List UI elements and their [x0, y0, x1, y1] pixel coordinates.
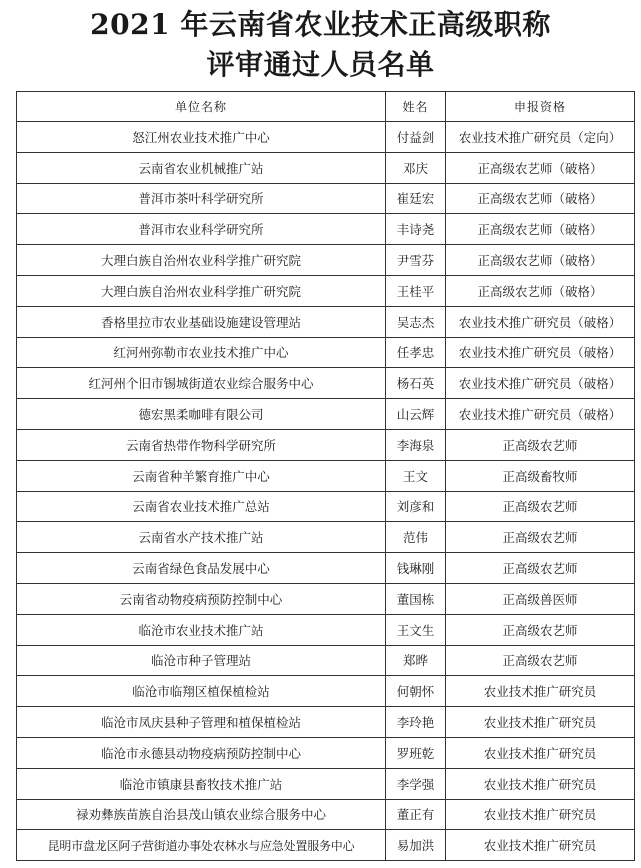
table-row: [17, 522, 635, 553]
cell-unit-name: 云南省绿色食品发展中心: [17, 553, 386, 584]
table-row: [17, 460, 635, 491]
header-person-name: 姓名: [386, 92, 446, 122]
cell-qualification: 正高级农艺师: [446, 553, 635, 584]
cell-qualification: 农业技术推广研究员（破格）: [446, 306, 635, 337]
cell-unit-name: 大理白族自治州农业科学推广研究院: [17, 245, 386, 276]
cell-person-name: 李玲艳: [386, 707, 446, 738]
table-row: [17, 830, 635, 861]
cell-person-name: 任孝忠: [386, 337, 446, 368]
table-row: [17, 306, 635, 337]
cell-qualification: 农业技术推广研究员: [446, 768, 635, 799]
cell-unit-name: 云南省水产技术推广站: [17, 522, 386, 553]
cell-unit-name: 禄劝彝族苗族自治县茂山镇农业综合服务中心: [17, 799, 386, 830]
table-row: [17, 645, 635, 676]
cell-qualification: 农业技术推广研究员: [446, 799, 635, 830]
cell-qualification: 正高级农艺师: [446, 429, 635, 460]
table-row: [17, 152, 635, 183]
cell-qualification: 农业技术推广研究员: [446, 737, 635, 768]
cell-unit-name: 红河州弥勒市农业技术推广中心: [17, 337, 386, 368]
cell-person-name: 尹雪芬: [386, 245, 446, 276]
cell-person-name: 丰诗尧: [386, 214, 446, 245]
cell-unit-name: 怒江州农业技术推广中心: [17, 122, 386, 153]
document-title-line-2: 评审通过人员名单: [206, 48, 435, 81]
table-row: [17, 337, 635, 368]
document-title-line-1: 2021 年云南省农业技术正高级职称: [90, 8, 551, 41]
cell-unit-name: 临沧市永德县动物疫病预防控制中心: [17, 737, 386, 768]
cell-person-name: 吴志杰: [386, 306, 446, 337]
cell-qualification: 农业技术推广研究员: [446, 830, 635, 861]
cell-person-name: 李海泉: [386, 429, 446, 460]
cell-unit-name: 香格里拉市农业基础设施建设管理站: [17, 306, 386, 337]
cell-person-name: 杨石英: [386, 368, 446, 399]
table-row: [17, 768, 635, 799]
cell-qualification: 正高级兽医师: [446, 583, 635, 614]
cell-person-name: 钱琳刚: [386, 553, 446, 584]
cell-unit-name: 临沧市镇康县畜牧技术推广站: [17, 768, 386, 799]
cell-unit-name: 临沧市农业技术推广站: [17, 614, 386, 645]
cell-qualification: 农业技术推广研究员: [446, 707, 635, 738]
table-row: [17, 275, 635, 306]
cell-qualification: 正高级农艺师: [446, 491, 635, 522]
cell-person-name: 王桂平: [386, 275, 446, 306]
cell-person-name: 刘彦和: [386, 491, 446, 522]
cell-person-name: 范伟: [386, 522, 446, 553]
table-row: [17, 183, 635, 214]
cell-qualification: 正高级畜牧师: [446, 460, 635, 491]
cell-unit-name: 云南省动物疫病预防控制中心: [17, 583, 386, 614]
approved-personnel-table: [16, 91, 635, 861]
cell-unit-name: 临沧市种子管理站: [17, 645, 386, 676]
table-row: [17, 737, 635, 768]
cell-person-name: 王文生: [386, 614, 446, 645]
cell-qualification: 农业技术推广研究员（破格）: [446, 399, 635, 430]
cell-qualification: 农业技术推广研究员（破格）: [446, 368, 635, 399]
table-row: [17, 491, 635, 522]
cell-person-name: 李学强: [386, 768, 446, 799]
cell-qualification: 正高级农艺师（破格）: [446, 152, 635, 183]
cell-qualification: 正高级农艺师: [446, 522, 635, 553]
cell-unit-name: 普洱市农业科学研究所: [17, 214, 386, 245]
header-qualification: 申报资格: [446, 92, 635, 122]
table-row: [17, 799, 635, 830]
cell-person-name: 董正有: [386, 799, 446, 830]
cell-person-name: 王文: [386, 460, 446, 491]
cell-person-name: 山云辉: [386, 399, 446, 430]
cell-unit-name: 云南省农业技术推广总站: [17, 491, 386, 522]
cell-unit-name: 普洱市茶叶科学研究所: [17, 183, 386, 214]
cell-qualification: 正高级农艺师（破格）: [446, 275, 635, 306]
cell-person-name: 易加洪: [386, 830, 446, 861]
cell-qualification: 正高级农艺师（破格）: [446, 214, 635, 245]
header-unit-name: 单位名称: [17, 92, 386, 122]
cell-qualification: 农业技术推广研究员（破格）: [446, 337, 635, 368]
cell-person-name: 董国栋: [386, 583, 446, 614]
table-row: [17, 399, 635, 430]
table-row: [17, 245, 635, 276]
cell-qualification: 正高级农艺师: [446, 645, 635, 676]
cell-qualification: 农业技术推广研究员（定向）: [446, 122, 635, 153]
cell-unit-name: 德宏黑柔咖啡有限公司: [17, 399, 386, 430]
cell-qualification: 正高级农艺师（破格）: [446, 183, 635, 214]
cell-unit-name: 云南省热带作物科学研究所: [17, 429, 386, 460]
cell-person-name: 何朝怀: [386, 676, 446, 707]
cell-unit-name: 云南省农业机械推广站: [17, 152, 386, 183]
table-row: [17, 122, 635, 153]
cell-unit-name: 云南省种羊繁育推广中心: [17, 460, 386, 491]
table-row: [17, 553, 635, 584]
table-row: [17, 676, 635, 707]
cell-person-name: 郑晔: [386, 645, 446, 676]
cell-person-name: 付益剑: [386, 122, 446, 153]
cell-person-name: 邓庆: [386, 152, 446, 183]
table-row: [17, 429, 635, 460]
table-header-row: [17, 92, 635, 122]
cell-unit-name: 临沧市临翔区植保植检站: [17, 676, 386, 707]
cell-unit-name: 昆明市盘龙区阿子营街道办事处农林水与应急处置服务中心: [17, 830, 386, 861]
table-row: [17, 583, 635, 614]
cell-person-name: 罗班乾: [386, 737, 446, 768]
table-row: [17, 214, 635, 245]
table-row: [17, 368, 635, 399]
cell-unit-name: 红河州个旧市锡城街道农业综合服务中心: [17, 368, 386, 399]
cell-qualification: 农业技术推广研究员: [446, 676, 635, 707]
table-row: [17, 707, 635, 738]
table-row: [17, 614, 635, 645]
cell-unit-name: 大理白族自治州农业科学推广研究院: [17, 275, 386, 306]
cell-qualification: 正高级农艺师（破格）: [446, 245, 635, 276]
cell-unit-name: 临沧市凤庆县种子管理和植保植检站: [17, 707, 386, 738]
cell-person-name: 崔廷宏: [386, 183, 446, 214]
cell-qualification: 正高级农艺师: [446, 614, 635, 645]
